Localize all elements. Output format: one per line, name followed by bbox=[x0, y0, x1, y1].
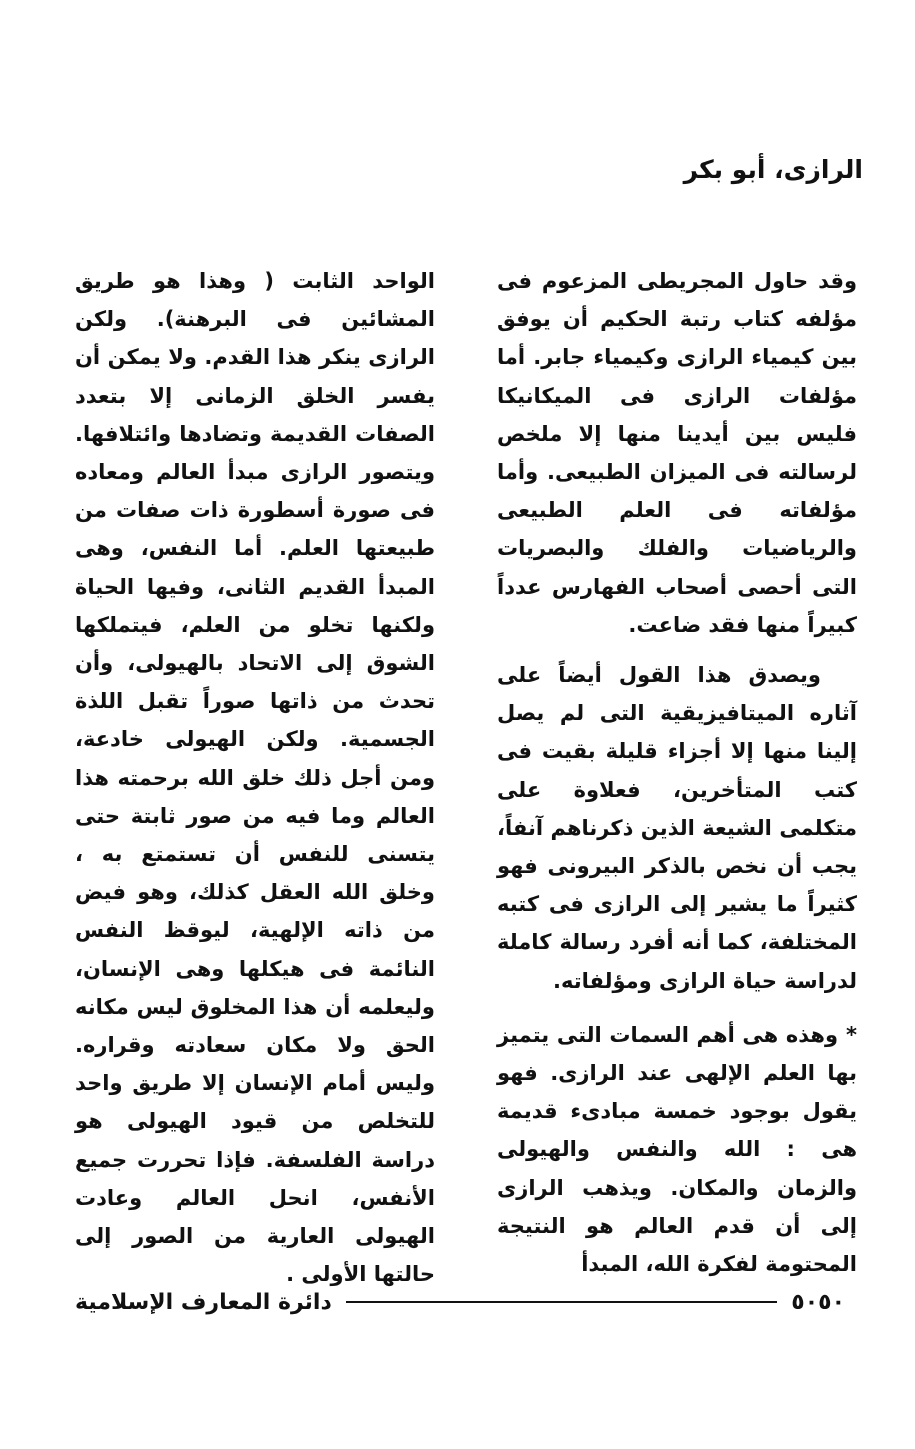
right-paragraph-1: وقد حاول المجريطى المزعوم فى مؤلفه كتاب رتبة الحكيم أن يوفق بين كيمياء الرازى وكيمياء جابر. أما مؤلفات الرازى فى الميكانيكا فليس بين أيدينا منها إلا ملخص لرسالته فى الميزان الطبيعى. وأما مؤلفاته فى العلم الطبيعى والرياضيات والفلك والبصريات التى أحصى أصحاب الفهارس عدداً كبيراً منها فقد ضاعت. bbox=[497, 269, 857, 637]
right-paragraph-3-text: وهذه هى أهم السمات التى يتميز بها العلم الإلهى عند الرازى. فهو يقول بوجود خمسة مبادىء قديمة هى : الله والنفس والهيولى والزمان والمكان. ويذهب الرازى إلى أن قدم العالم هو النتيجة المحتومة لفكرة الله، المبدأ bbox=[497, 1022, 857, 1277]
left-column bbox=[75, 262, 435, 1293]
page-footer bbox=[75, 1282, 845, 1322]
left-paragraph-1: الواحد الثابت ( وهذا هو طريق المشائين فى البرهنة). ولكن الرازى ينكر هذا القدم. ولا يمكن أن يفسر الخلق الزمانى إلا بتعدد الصفات القديمة وتضادها وائتلافها. ويتصور الرازى مبدأ العالم ومعاده فى صورة أسطورة ذات صفات من طبيعتها العلم. أما النفس، وهى المبدأ القديم الثانى، وفيها الحياة ولكنها تخلو من العلم، فيتملكها الشوق إلى الاتحاد بالهيولى، وأن تحدث من ذاتها صوراً تقبل اللذة الجسمية. ولكن الهيولى خادعة، ومن أجل ذلك خلق الله برحمته هذا العالم وما فيه من صور ثابتة حتى يتسنى للنفس أن تستمتع به ، وخلق الله العقل كذلك، وهو فيض من ذاته الإلهية، ليوقظ النفس النائمة فى هيكلها وهى الإنسان، وليعلمه أن هذا المخلوق ليس مكانه الحق ولا مكان سعادته وقراره. وليس أمام الإنسان إلا طريق واحد للتخلص من قيود الهيولى هو دراسة الفلسفة. فإذا تحررت جميع الأنفس، انحل العالم وعادت الهيولى العارية من الصور إلى حالتها الأولى . bbox=[75, 269, 435, 1287]
right-paragraph-2: ويصدق هذا القول أيضاً على آثاره الميتافيزيقية التى لم يصل إلينا منها إلا أجزاء قليلة بقيت فى كتب المتأخرين، فعلاوة على متكلمى الشيعة الذين ذكرناهم آنفاً، يجب أن نخص بالذكر البيرونى فهو كثيراً ما يشير إلى الرازى فى كتبه المختلفة، كما أنه أفرد رسالة كاملة لدراسة حياة الرازى ومؤلفاته. bbox=[497, 663, 857, 993]
footer-rule bbox=[346, 1301, 778, 1303]
right-column bbox=[497, 262, 857, 1283]
running-head: الرازى، أبو بكر bbox=[683, 155, 863, 184]
right-paragraph-3 bbox=[497, 1016, 857, 1283]
asterisk-marker: * bbox=[846, 1022, 857, 1047]
page-number: ٥٠٥٠ bbox=[791, 1289, 845, 1315]
journal-title: دائرة المعارف الإسلامية bbox=[75, 1289, 332, 1315]
